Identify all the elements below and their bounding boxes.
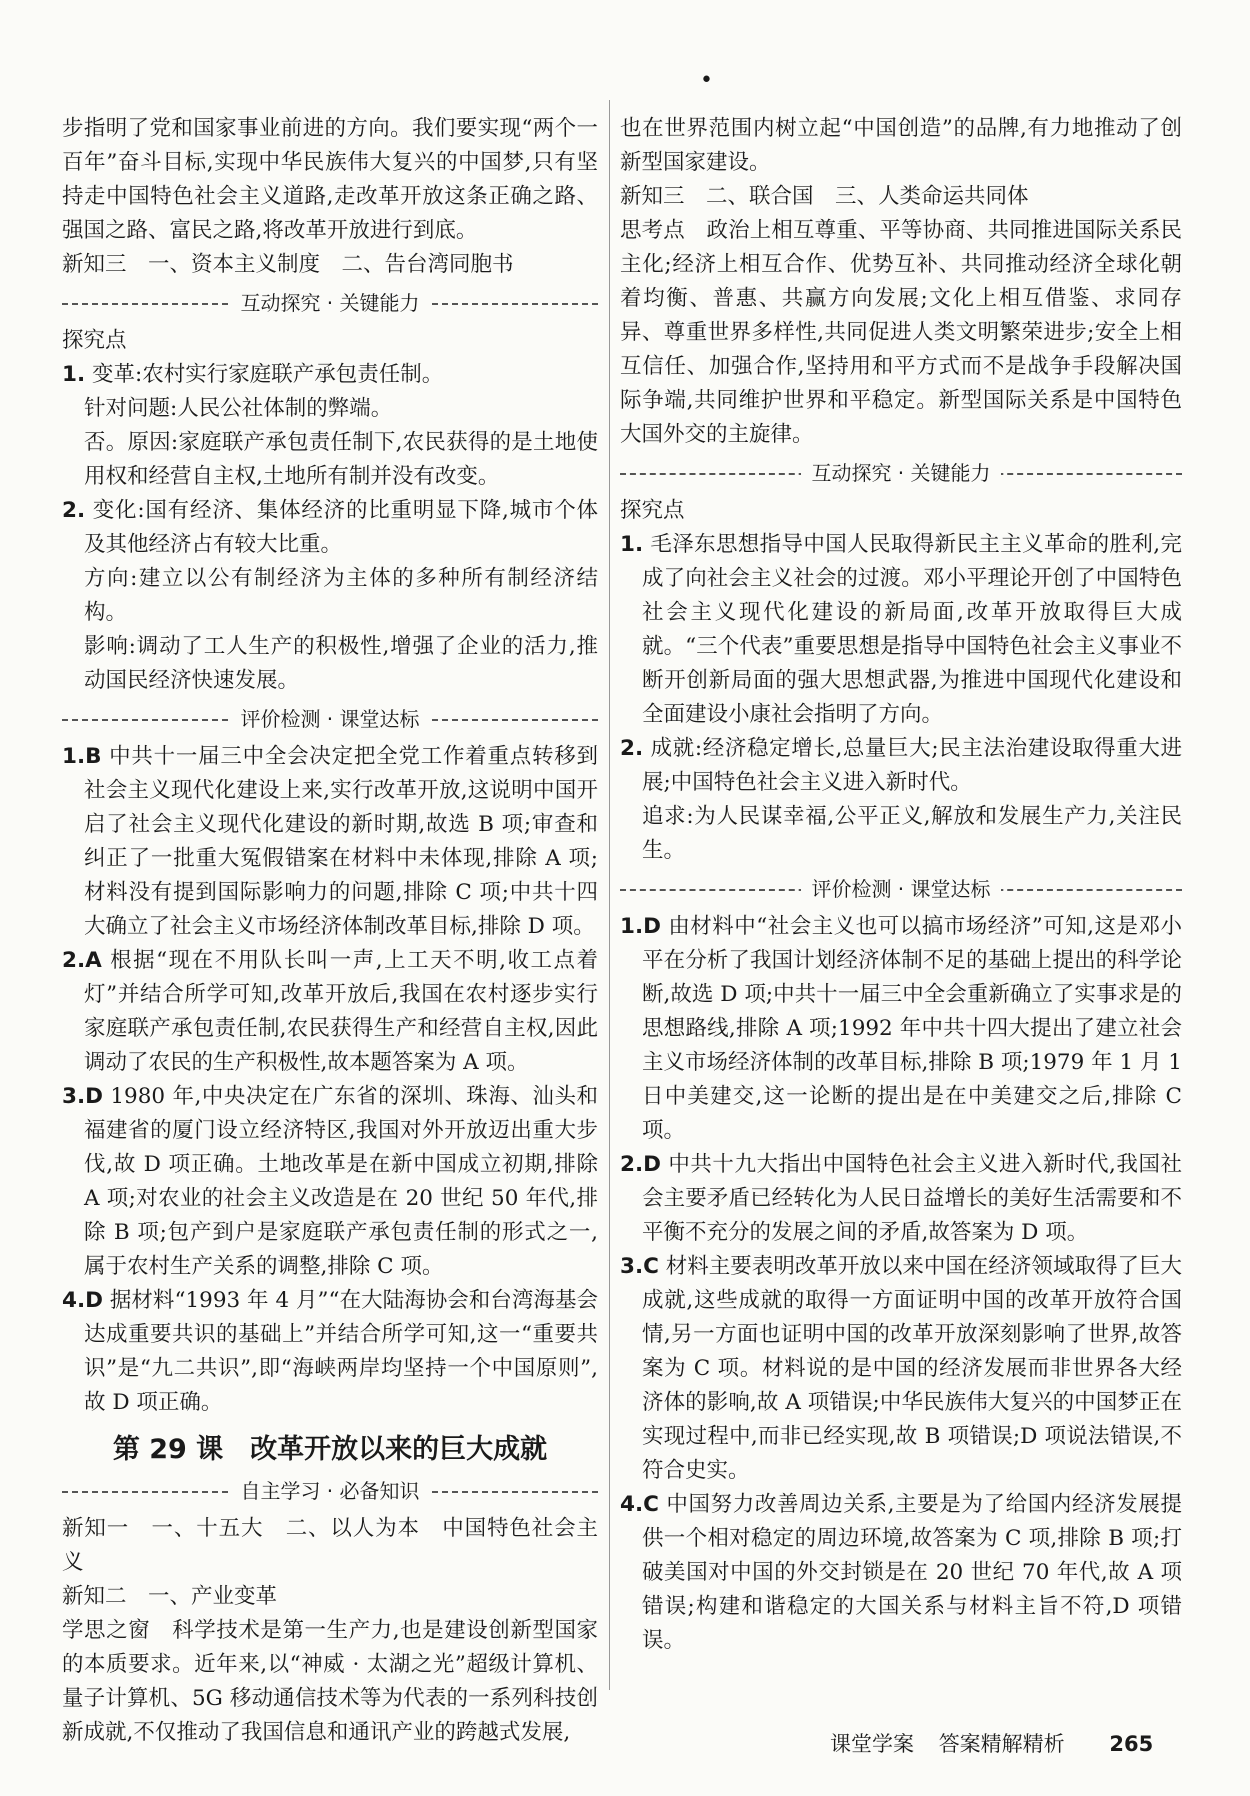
item-number: 1.D <box>620 914 661 939</box>
item-text: 根据“现在不用队长叫一声,上工天不明,收工点着灯”并结合所学可知,改革开放后,我国在农村逐步实行家庭联产承包责任制,农民获得生产和经营自主权,因此调动了农民的生产积极性,故本题答案为 A 项。 <box>84 948 598 1075</box>
item-text: 探究点 <box>62 328 127 353</box>
footer-section: 答案精解精析 <box>938 1732 1065 1756</box>
item-text: 否。原因:家庭联产承包责任制下,农民获得的是土地使用权和经营自主权,土地所有制并没有改变。 <box>84 430 598 489</box>
paragraph <box>620 494 1182 528</box>
answer-item <box>620 528 1182 732</box>
answer-item <box>620 1250 1182 1488</box>
section-title: 自主学习 · 必备知识 <box>230 1474 429 1508</box>
item-text: 步指明了党和国家事业前进的方向。我们要实现“两个一百年”奋斗目标,实现中华民族伟大复兴的中国梦,只有坚持走中国特色社会主义道路,走改革开放这条正确之路、强国之路、富民之路,将改革开放进行到底。 <box>62 116 598 243</box>
paragraph <box>62 1580 598 1614</box>
item-text: 变化:国有经济、集体经济的比重明显下降,城市个体及其他经济占有较大比重。 <box>84 498 598 557</box>
paragraph <box>62 324 598 358</box>
answer-item <box>62 358 598 392</box>
item-text: 追求:为人民谋幸福,公平正义,解放和发展生产力,关注民生。 <box>642 804 1182 863</box>
section-header <box>620 872 1182 906</box>
answer-item <box>62 1080 598 1284</box>
answer-item <box>620 1148 1182 1250</box>
item-text: 学思之窗 科学技术是第一生产力,也是建设创新型国家的本质要求。近年来,以“神威 · 太湖之光”超级计算机、量子计算机、5G 移动通信技术等为代表的一系列科技创新成就,不仅推动了我国信息和通讯产业的跨越式发展, <box>62 1618 598 1745</box>
lesson-title: 第 29 课 改革开放以来的巨大成就 <box>112 1434 548 1465</box>
left-column <box>62 112 598 1750</box>
item-text: 中共十一届三中全会决定把全党工作着重点转移到社会主义现代化建设上来,实行改革开放,这说明中国开启了社会主义现代化建设的新时期,故选 B 项;审查和纠正了一批重大冤假错案在材料中未体现,排除 A 项;材料没有提到国际影响力的问题,排除 C 项;中共十四大确立了社会主义市场经济体制改革目标,排除 D 项。 <box>84 744 598 939</box>
right-column <box>620 112 1182 1658</box>
item-number: 1. <box>620 532 644 557</box>
column-divider <box>609 100 610 1690</box>
item-text: 毛泽东思想指导中国人民取得新民主主义革命的胜利,完成了向社会主义社会的过渡。邓小平理论开创了中国特色社会主义现代化建设的新局面,改革开放取得巨大成就。“三个代表”重要思想是指导中国特色社会主义事业不断开创新局面的强大思想武器,为推进中国现代化建设和全面建设小康社会指明了方向。 <box>642 532 1182 727</box>
paragraph <box>620 180 1182 214</box>
item-text: 据材料“1993 年 4 月”“在大陆海协会和台湾海基会达成重要共识的基础上”并结合所学可知,这一“重要共识”是“九二共识”,即“海峡两岸均坚持一个中国原则”,故 D 项正确。 <box>84 1288 598 1415</box>
answer-item <box>62 944 598 1080</box>
item-text: 材料主要表明改革开放以来中国在经济领域取得了巨大成就,这些成就的取得一方面证明中国的改革开放符合国情,另一方面也证明中国的改革开放深刻影响了世界,故答案为 C 项。材料说的是中国的经济发展而非世界各大经济体的影响,故 A 项错误;中华民族伟大复兴的中国梦正在实现过程中,而非已经实现,故 B 项错误;D 项说法错误,不符合史实。 <box>642 1254 1182 1483</box>
item-text: 探究点 <box>620 498 685 523</box>
paragraph <box>620 800 1182 868</box>
item-text: 针对问题:人民公社体制的弊端。 <box>84 396 393 421</box>
item-text: 中国努力改善周边关系,主要是为了给国内经济发展提供一个相对稳定的周边环境,故答案为 C 项,排除 B 项;打破美国对中国的外交封锁是在 20 世纪 70 年代,故 A 项错误;构建和谐稳定的大国关系与材料主旨不符,D 项错误。 <box>642 1492 1182 1653</box>
paragraph <box>62 630 598 698</box>
section-title: 评价检测 · 课堂达标 <box>801 872 1000 906</box>
item-text: 新知三 二、联合国 三、人类命运共同体 <box>620 184 1029 209</box>
item-number: 2. <box>620 736 644 761</box>
item-text: 也在世界范围内树立起“中国创造”的品牌,有力地推动了创新型国家建设。 <box>620 116 1182 175</box>
answer-item <box>62 1284 598 1420</box>
paragraph <box>62 1512 598 1580</box>
answer-item <box>62 494 598 562</box>
item-text: 影响:调动了工人生产的积极性,增强了企业的活力,推动国民经济快速发展。 <box>84 634 598 693</box>
item-text: 成就:经济稳定增长,总量巨大;民主法治建设取得重大进展;中国特色社会主义进入新时代。 <box>642 736 1182 795</box>
item-text: 思考点 政治上相互尊重、平等协商、共同推进国际关系民主化;经济上相互合作、优势互补、共同推动经济全球化朝着均衡、普惠、共赢方向发展;文化上相互借鉴、求同存异、尊重世界多样性,共同促进人类文明繁荣进步;安全上相互信任、加强合作,坚持用和平方式而不是战争手段解决国际争端,共同维护世界和平稳定。新型国际关系是中国特色大国外交的主旋律。 <box>620 218 1182 447</box>
paragraph <box>62 392 598 426</box>
item-text: 新知三 一、资本主义制度 二、告台湾同胞书 <box>62 252 514 277</box>
item-text: 变革:农村实行家庭联产承包责任制。 <box>91 362 444 387</box>
section-title: 互动探究 · 关键能力 <box>230 286 429 320</box>
paragraph <box>620 112 1182 180</box>
paragraph <box>62 426 598 494</box>
item-text: 由材料中“社会主义也可以搞市场经济”可知,这是邓小平在分析了我国计划经济体制不足的基础上提出的科学论断,故选 D 项;中共十一届三中全会重新确立了实事求是的思想路线,排除 A 项;1992 年中共十四大提出了建立社会主义市场经济体制的改革目标,排除 B 项;1979 年 1 月 1 日中美建交,这一论断的提出是在中美建交之后,排除 C 项。 <box>642 914 1182 1143</box>
page-footer <box>830 1728 1171 1758</box>
item-number: 2. <box>62 498 86 523</box>
item-text: 1980 年,中央决定在广东省的深圳、珠海、汕头和福建省的厦门设立经济特区,我国对外开放迈出重大步伐,故 D 项正确。土地改革是在新中国成立初期,排除 A 项;对农业的社会主义改造是在 20 世纪 50 年代,排除 B 项;包产到户是家庭联产承包责任制的形式之一,属于农村生产关系的调整,排除 C 项。 <box>84 1084 598 1279</box>
item-number: 1.B <box>62 744 102 769</box>
item-number: 3.C <box>620 1254 659 1279</box>
item-number: 4.D <box>62 1288 103 1313</box>
answer-item <box>620 910 1182 1148</box>
page-number: 265 <box>1109 1732 1154 1756</box>
answer-item <box>62 740 598 944</box>
item-text: 中共十九大指出中国特色社会主义进入新时代,我国社会主要矛盾已经转化为人民日益增长的美好生活需要和不平衡不充分的发展之间的矛盾,故答案为 D 项。 <box>642 1152 1182 1245</box>
section-title: 评价检测 · 课堂达标 <box>230 702 429 736</box>
item-number: 3.D <box>62 1084 103 1109</box>
page-mark: • <box>700 68 713 93</box>
answer-item <box>620 732 1182 800</box>
paragraph <box>62 562 598 630</box>
paragraph <box>62 248 598 282</box>
paragraph <box>62 112 598 248</box>
section-header <box>62 702 598 736</box>
section-title: 互动探究 · 关键能力 <box>801 456 1000 490</box>
answer-item <box>620 1488 1182 1658</box>
item-text: 方向:建立以公有制经济为主体的多种所有制经济结构。 <box>84 566 598 625</box>
paragraph <box>620 214 1182 452</box>
item-number: 2.A <box>62 948 102 973</box>
paragraph <box>62 1614 598 1750</box>
item-text: 新知一 一、十五大 二、以人为本 中国特色社会主义 <box>62 1516 598 1575</box>
item-number: 1. <box>62 362 86 387</box>
section-header <box>62 1474 598 1508</box>
item-number: 2.D <box>620 1152 661 1177</box>
section-header <box>620 456 1182 490</box>
section-header <box>62 286 598 320</box>
footer-book: 课堂学案 <box>830 1732 914 1756</box>
item-number: 4.C <box>620 1492 659 1517</box>
item-text: 新知二 一、产业变革 <box>62 1584 278 1609</box>
